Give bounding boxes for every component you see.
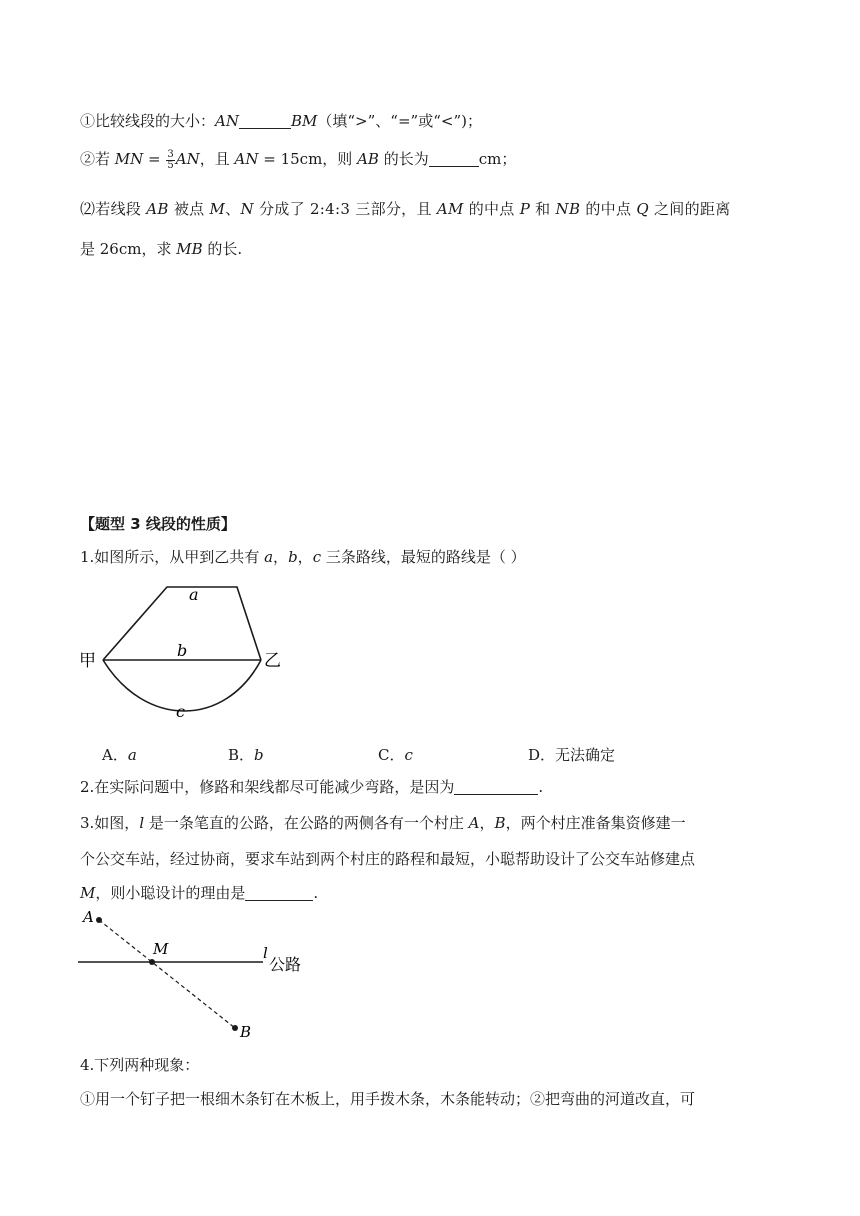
math-nb: NB [555,200,581,218]
option-value: 无法确定 [555,746,616,764]
question-3-line3 [80,882,318,904]
math-a: a [264,548,274,566]
option-label: A． [102,746,128,764]
text: = 15cm，则 [258,150,358,168]
label-a: A [83,908,94,926]
fraction [166,150,174,171]
label-l: l [263,944,268,962]
option-c[interactable] [378,744,413,766]
text: ， [297,548,313,566]
text: . [313,884,319,902]
question-3-line2: 个公交车站，经过协商，要求车站到两个村庄的路程和最短，小聪帮助设计了公交车站修建点 [80,850,696,868]
label-m: M [153,940,169,958]
question-4-line2: ①用一个钉子把一根细木条钉在木板上，用手拨木条，木条能转动；②把弯曲的河道改直，可 [80,1090,696,1108]
label-b: b [177,641,188,660]
math-a: A [468,814,480,832]
text: 3.如图， [80,814,140,832]
question-1-stem [80,546,526,568]
text: 分成了 2:4:3 三部分，且 [253,200,437,218]
question-part2-line1 [80,198,731,220]
text: = [143,150,166,168]
option-label: C． [378,746,405,764]
math-b: B [494,814,506,832]
math-l: l [139,814,145,832]
text: 2.在实际问题中，修路和架线都尽可能减少弯路，是因为 [80,778,455,796]
text: 之间的距离 [648,200,731,218]
text: ， [273,548,289,566]
option-value: b [254,746,264,764]
option-label: D． [528,746,556,764]
label-a: a [189,585,199,604]
label-road: 公路 [269,955,302,974]
text: 的长为 [378,150,429,168]
math-m: M [209,200,226,218]
point-b [232,1025,238,1031]
math-n: N [240,200,254,218]
math-m: M [80,884,96,902]
question-2 [80,776,543,798]
math-b: b [288,548,298,566]
text: 的中点 [463,200,520,218]
math-q: Q [636,200,649,218]
text: ， [479,814,495,832]
math-am: AM [436,200,464,218]
text: ，则小聪设计的理由是 [95,884,246,902]
option-label: B． [228,746,255,764]
math-bm: BM [291,112,318,130]
question-4: 4.下列两种现象： [80,1056,200,1074]
point-m [149,959,155,965]
option-value: c [404,746,413,764]
math-p: P [519,200,531,218]
subquestion-length [80,148,516,171]
label-b: B [240,1023,252,1041]
math-ab: AB [357,150,379,168]
circle-number-1: ① [80,112,96,130]
text: 若 [95,150,115,168]
math-c: c [312,548,322,566]
section-title: 【题型 3 线段的性质】 [80,515,236,533]
math-an: AN [215,112,239,130]
label-c: c [176,702,185,721]
question-3-line1 [80,812,686,834]
fraction-denominator: 5 [167,159,174,171]
text: （填“>”、“=”或“<”)； [317,112,482,130]
option-a[interactable] [102,744,137,766]
segment-ab [99,920,235,1028]
text: 、 [225,200,241,218]
option-d[interactable] [528,744,615,766]
text: cm； [478,150,517,168]
math-mb: MB [176,240,203,258]
answer-blank[interactable] [454,778,538,795]
text: 1.如图所示，从甲到乙共有 [80,548,265,566]
math-mn: MN [114,150,144,168]
text: 的长. [202,240,243,258]
option-value: a [127,746,137,764]
math-ab: AB [146,200,169,218]
answer-blank[interactable] [245,884,313,901]
text: 三条路线，最短的路线是（ ） [321,548,526,566]
text: 被点 [168,200,210,218]
circle-number-2: ② [80,150,96,168]
text: ，两个村庄准备集资修建一 [505,814,686,832]
point-a [96,917,102,923]
text: 和 [530,200,556,218]
text: ⑵若线段 [80,200,147,218]
math-an: AN [234,150,259,168]
math-an: AN [175,150,200,168]
answer-blank[interactable] [429,150,479,167]
text: . [538,778,544,796]
text: 比较线段的大小： [95,112,216,130]
answer-blank[interactable] [239,112,291,129]
route-figure [75,578,295,728]
road-figure [75,906,345,1042]
text: 是 26cm，求 [80,240,177,258]
text: 的中点 [580,200,637,218]
text: 是一条笔直的公路，在公路的两侧各有一个村庄 [144,814,469,832]
fraction-numerator: 3 [167,148,174,160]
label-yi: 乙 [264,651,281,671]
text: ，且 [199,150,235,168]
option-b[interactable] [228,744,264,766]
question-part2-line2 [80,238,242,260]
label-jia: 甲 [79,651,96,671]
subquestion-compare [80,110,482,132]
